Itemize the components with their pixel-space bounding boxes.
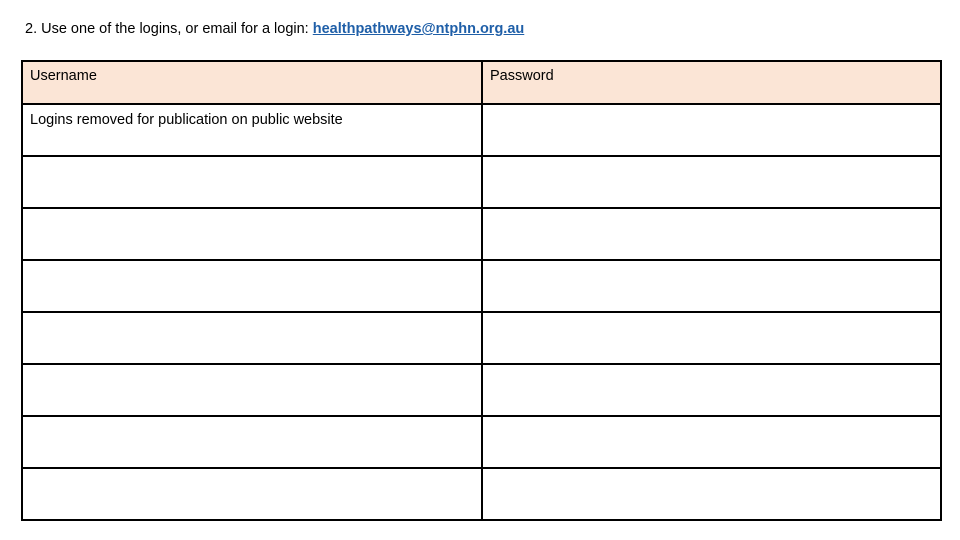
table-row bbox=[22, 468, 941, 520]
password-cell bbox=[482, 312, 941, 364]
password-cell bbox=[482, 104, 941, 156]
table-row bbox=[22, 156, 941, 208]
table-header-row bbox=[22, 61, 941, 104]
table-row bbox=[22, 104, 941, 156]
username-header: Username bbox=[22, 61, 482, 104]
password-cell bbox=[482, 468, 941, 520]
password-cell bbox=[482, 416, 941, 468]
table-row bbox=[22, 312, 941, 364]
password-header: Password bbox=[482, 61, 941, 104]
username-cell bbox=[22, 312, 482, 364]
table-row bbox=[22, 416, 941, 468]
table-row bbox=[22, 208, 941, 260]
username-cell bbox=[22, 364, 482, 416]
password-cell bbox=[482, 260, 941, 312]
table-row bbox=[22, 260, 941, 312]
username-cell bbox=[22, 208, 482, 260]
table-row bbox=[22, 364, 941, 416]
instruction-line bbox=[25, 21, 524, 37]
username-cell bbox=[22, 260, 482, 312]
username-cell bbox=[22, 416, 482, 468]
instruction-text: 2. Use one of the logins, or email for a login: bbox=[25, 21, 313, 37]
password-cell bbox=[482, 364, 941, 416]
username-cell bbox=[22, 468, 482, 520]
username-cell: Logins removed for publication on public website bbox=[22, 104, 482, 156]
username-cell bbox=[22, 156, 482, 208]
password-cell bbox=[482, 156, 941, 208]
email-link[interactable]: healthpathways@ntphn.org.au bbox=[312, 21, 525, 37]
password-cell bbox=[482, 208, 941, 260]
login-table bbox=[21, 60, 942, 521]
